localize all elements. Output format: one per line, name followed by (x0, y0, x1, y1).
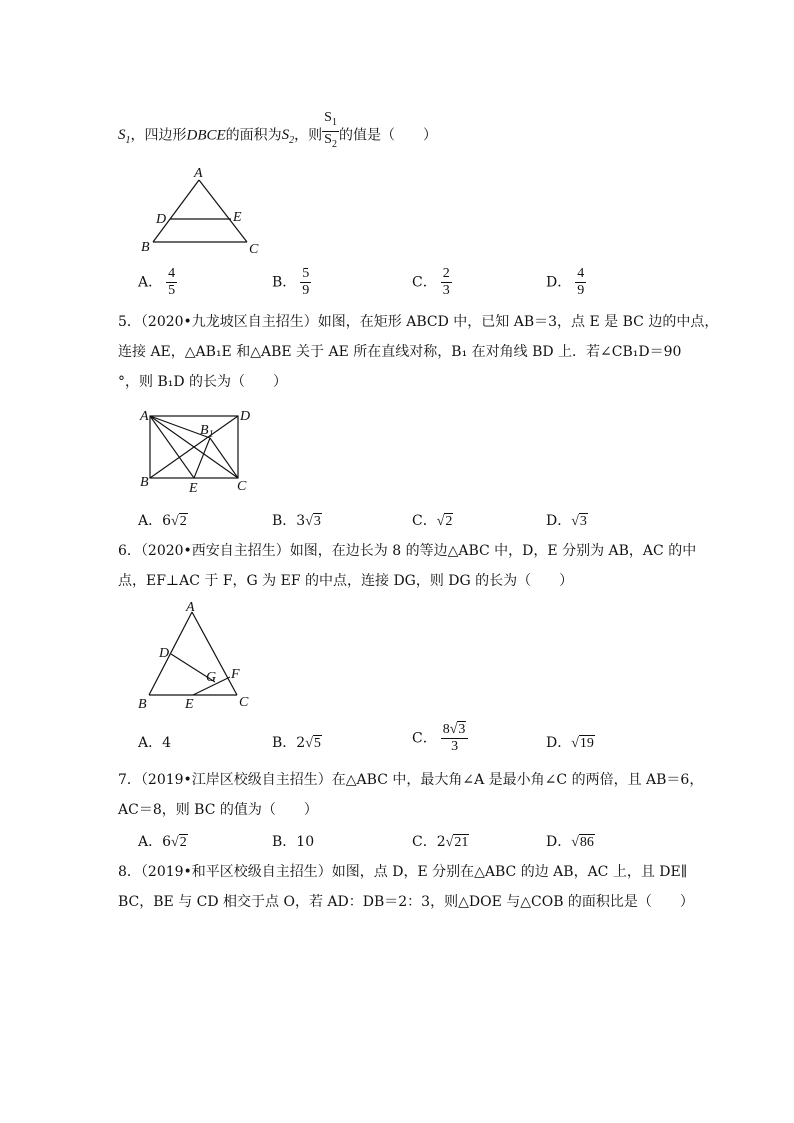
q5-line1: 5．（2020•九龙坡区自主招生）如图，在矩形 ABCD 中，已知 AB＝3，点 E 是 BC 边的中点， (118, 314, 719, 330)
q4-stem-line (118, 110, 437, 153)
s1-over-s2-fraction: $\frac{S_1}{S_2}$ (324, 110, 337, 150)
q4-triangle-figure (135, 162, 275, 258)
q7-option-d: D．√86 (546, 834, 594, 850)
q4-option-d: D． $\frac{4}{9}$ (546, 266, 585, 298)
q4-label-e: E (233, 210, 242, 225)
q6-label-d: D (159, 646, 170, 661)
q5-rectangle-figure (135, 402, 265, 498)
q6-label-a: A (186, 600, 195, 615)
q6-line1: 6．（2020•西安自主招生）如图，在边长为 8 的等边△ABC 中，D，E 分别为 AB，AC 的中 (118, 543, 697, 559)
s2-symbol: $S_2$ (281, 127, 295, 147)
q4-option-a: A． $\frac{4}{5}$ (138, 266, 176, 298)
q4-option-b: B． $\frac{5}{9}$ (272, 266, 310, 298)
q5-option-c: C．√2 (412, 513, 453, 529)
q4-text4: 的值是（ ） (338, 127, 437, 144)
q4-label-b: B (141, 240, 150, 255)
q4-text1: ，四边形 (130, 127, 187, 144)
q7-option-a: A．6√2 (138, 834, 187, 850)
q4-text2: 的面积为 (225, 127, 282, 144)
q5-line2: 连接 AE，△AB₁E 和△ABE 关于 AE 所在直线对称，B₁ 在对角线 BD 上．若∠CB₁D＝90 (118, 344, 682, 360)
q5-option-d: D．√3 (546, 513, 587, 529)
q6-triangle-figure (135, 598, 265, 714)
q6-label-g: G (206, 670, 217, 685)
q5-label-b1: $B_1$ (200, 423, 214, 440)
q5-line3: °，则 B₁D 的长为（ ） (118, 374, 288, 390)
q7-option-c: C．2√21 (412, 834, 469, 850)
q4-dbce: DBCE (186, 127, 226, 144)
q6-option-c: C． $\frac{8√3}{3}$ (412, 722, 468, 755)
q4-label-c: C (249, 242, 259, 257)
q6-label-e: E (185, 697, 194, 712)
q7-line1: 7．（2019•江岸区校级自主招生）在△ABC 中，最大角∠A 是最小角∠C 的两倍，且 AB＝6， (118, 772, 704, 788)
q8-line1: 8．（2019•和平区校级自主招生）如图，点 D，E 分别在△ABC 的边 AB，AC 上，且 DE∥ (118, 864, 688, 880)
q7-line2: AC＝8，则 BC 的值为（ ） (118, 802, 318, 818)
q5-label-a: A (140, 409, 149, 424)
q5-option-a: A．6√2 (138, 513, 187, 529)
q5-label-b: B (140, 475, 149, 490)
q5-label-e: E (189, 481, 198, 496)
q4-label-d: D (156, 212, 167, 227)
q4-label-a: A (194, 166, 203, 181)
q6-option-b: B．2√5 (272, 735, 321, 751)
q4-text3: ，则 (294, 127, 323, 144)
q7-option-b: B．10 (272, 834, 315, 850)
q6-option-d: D．√19 (546, 735, 594, 751)
q5-option-b: B．3√3 (272, 513, 321, 529)
q6-option-a: A．4 (138, 735, 172, 751)
q5-label-d: D (240, 409, 251, 424)
q6-label-f: F (231, 667, 240, 682)
q4-option-c: C． $\frac{2}{3}$ (412, 266, 450, 298)
q6-label-b: B (138, 697, 147, 712)
q6-label-c: C (239, 695, 249, 710)
s1-symbol: $S_1$ (118, 127, 131, 147)
q6-line2: 点，EF⊥AC 于 F，G 为 EF 的中点，连接 DG，则 DG 的长为（ ） (118, 573, 574, 589)
q8-line2: BC，BE 与 CD 相交于点 O，若 AD：DB＝2：3，则△DOE 与△COB 的面积比是（ ） (118, 894, 694, 910)
q5-label-c: C (237, 479, 247, 494)
